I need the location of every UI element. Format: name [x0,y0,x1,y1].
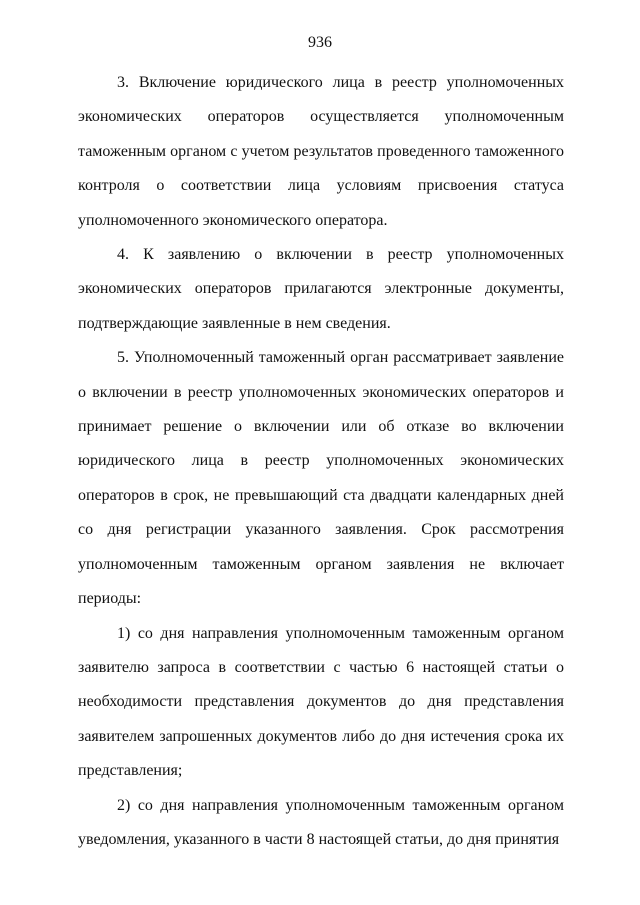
document-body [78,66,564,857]
page-number: 936 [308,34,332,51]
paragraph-item-1: 1) со дня направления уполномоченным таможенным органом заявителю запроса в соответствии с частью 6 настоящей статьи о необходимости представления документов до дня представления заявителем запрошенных документов либо до дня истечения срока их представления; [78,624,564,780]
paragraph-clause-5: 5. Уполномоченный таможенный орган рассматривает заявление о включении в реестр уполномоченных экономических операторов и принимает решение о включении или об отказе во включении юридического лица в реестр уполномоченных экономических операторов в срок, не превышающий ста двадцати календарных дней со дня регистрации указанного заявления. Срок рассмотрения уполномоченным таможенным органом заявления не включает периоды: [78,349,564,608]
paragraph-clause-4: 4. К заявлению о включении в реестр уполномоченных экономических операторов прилагаются электронные документы, подтверждающие заявленные в нем сведения. [78,246,564,332]
paragraph-clause-3: 3. Включение юридического лица в реестр уполномоченных экономических операторов осуществляется уполномоченным таможенным органом с учетом результатов проведенного таможенного контроля о соответствии лица условиям присвоения статуса уполномоченного экономического оператора. [78,74,564,229]
paragraph-item-2: 2) со дня направления уполномоченным таможенным органом уведомления, указанного в части 8 настоящей статьи, до дня принятия [78,796,564,848]
